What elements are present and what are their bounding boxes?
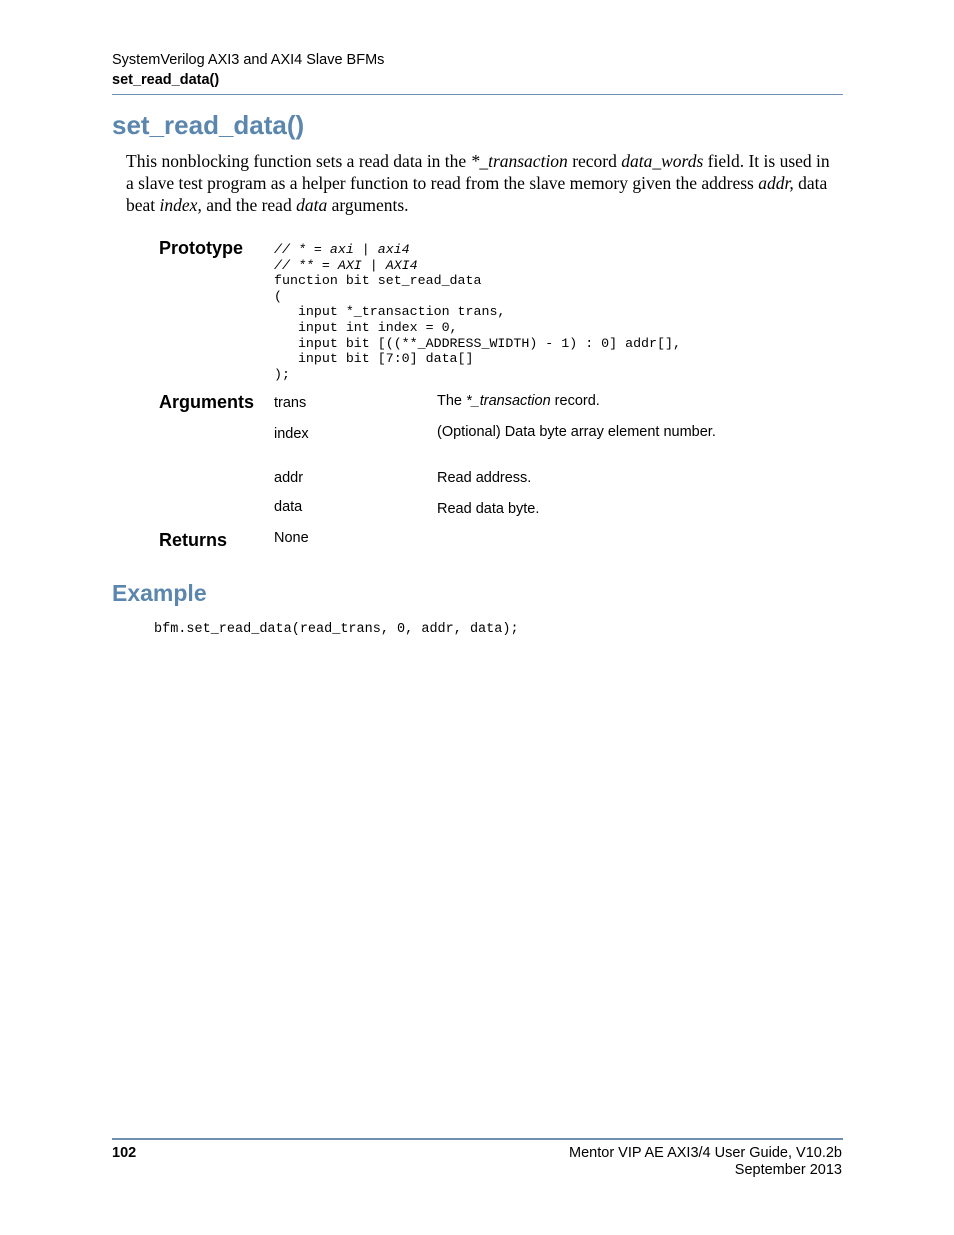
footer-date: September 2013: [734, 1162, 842, 1178]
running-header-title: SystemVerilog AXI3 and AXI4 Slave BFMs: [112, 52, 385, 68]
argument-name: addr: [274, 470, 304, 486]
page-number: 102: [112, 1145, 137, 1161]
returns-label: Returns: [159, 530, 228, 550]
intro-paragraph: This nonblocking function sets a read data in the *_transaction record data_words field. It is used in a slave test program as a helper function to read from the slave memory given the address addr, data beat index, and the read data arguments.: [126, 151, 830, 215]
prototype-label: Prototype: [159, 238, 244, 258]
argument-description: Read data byte.: [437, 501, 540, 517]
footer-divider: [112, 1138, 843, 1140]
example-code: bfm.set_read_data(read_trans, 0, addr, data);: [154, 622, 519, 637]
argument-name: trans: [274, 395, 307, 411]
header-divider: [112, 94, 843, 95]
argument-description: Read address.: [437, 470, 532, 486]
footer-guide-title: Mentor VIP AE AXI3/4 User Guide, V10.2b: [569, 1145, 842, 1161]
page-title: set_read_data(): [112, 110, 305, 140]
argument-description: (Optional) Data byte array element number.: [437, 424, 716, 440]
example-heading: Example: [112, 580, 207, 606]
argument-description: The *_transaction record.: [437, 393, 600, 409]
prototype-code: // * = axi | axi4 // ** = AXI | AXI4 function bit set_read_data ( input *_transaction trans, input int index = 0, input bit [((**_ADDRESS_WIDTH) - 1) : 0] addr[], input bit [7:0] data[] );: [274, 242, 681, 382]
returns-value: None: [274, 530, 309, 546]
running-header-section: set_read_data(): [112, 72, 220, 88]
argument-name: index: [274, 426, 309, 442]
arguments-label: Arguments: [159, 392, 255, 412]
argument-name: data: [274, 499, 303, 515]
